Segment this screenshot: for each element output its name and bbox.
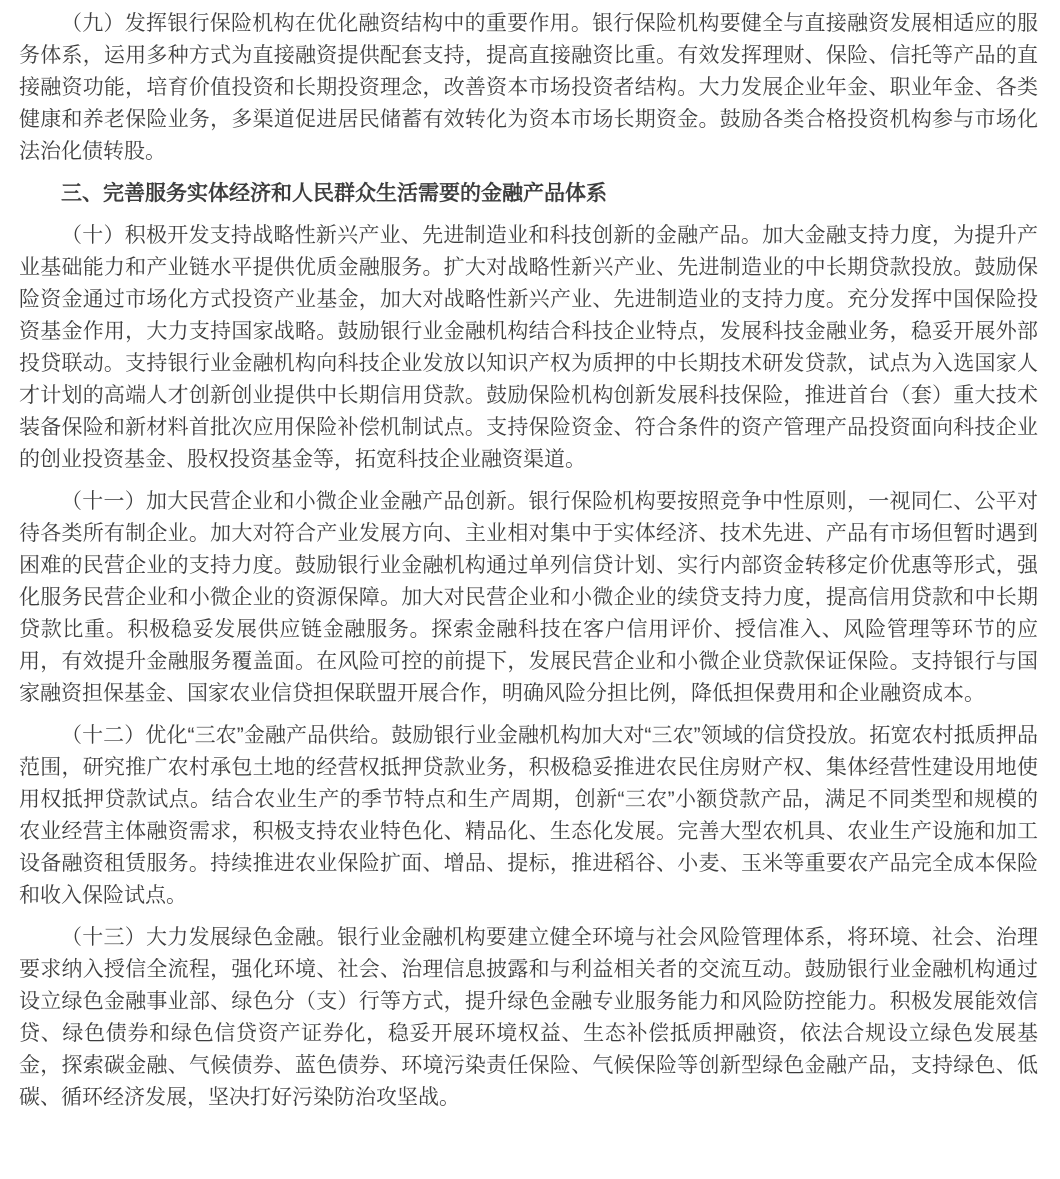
paragraph-item-12: （十二）优化“三农”金融产品供给。鼓励银行业金融机构加大对“三农”领域的信贷投放。拓宽农村抵质押品范围，研究推广农村承包土地的经营权抵押贷款业务，积极稳妥推进农民住房财产权、集体经营性建设用地使用权抵押贷款试点。结合农业生产的季节特点和生产周期，创新“三农”小额贷款产品，满足不同类型和规模的农业经营主体融资需求，积极支持农业特色化、精品化、生态化发展。完善大型农机具、农业生产设施和加工设备融资租赁服务。持续推进农业保险扩面、增品、提标，推进稻谷、小麦、玉米等重要农产品完全成本保险和收入保险试点。: [19, 724, 1038, 907]
paragraph-item-13: （十三）大力发展绿色金融。银行业金融机构要建立健全环境与社会风险管理体系，将环境、社会、治理要求纳入授信全流程，强化环境、社会、治理信息披露和与利益相关者的交流互动。鼓励银行业金融机构通过设立绿色金融事业部、绿色分（支）行等方式，提升绿色金融专业服务能力和风险防控能力。积极发展能效信贷、绿色债券和绿色信贷资产证券化，稳妥开展环境权益、生态补偿抵质押融资，依法合规设立绿色发展基金，探索碳金融、气候债券、蓝色债券、环境污染责任保险、气候保险等创新型绿色金融产品，支持绿色、低碳、循环经济发展，坚决打好污染防治攻坚战。: [19, 926, 1038, 1109]
section-heading-3: 三、完善服务实体经济和人民群众生活需要的金融产品体系: [61, 182, 607, 205]
paragraph-item-10: （十）积极开发支持战略性新兴产业、先进制造业和科技创新的金融产品。加大金融支持力度，为提升产业基础能力和产业链水平提供优质金融服务。扩大对战略性新兴产业、先进制造业的中长期贷款投放。鼓励保险资金通过市场化方式投资产业基金，加大对战略性新兴产业、先进制造业的支持力度。充分发挥中国保险投资基金作用，大力支持国家战略。鼓励银行业金融机构结合科技企业特点，发展科技金融业务，稳妥开展外部投贷联动。支持银行业金融机构向科技企业发放以知识产权为质押的中长期技术研发贷款，试点为入选国家人才计划的高端人才创新创业提供中长期信用贷款。鼓励保险机构创新发展科技保险，推进首台（套）重大技术装备保险和新材料首批次应用保险补偿机制试点。支持保险资金、符合条件的资产管理产品投资面向科技企业的创业投资基金、股权投资基金等，拓宽科技企业融资渠道。: [19, 224, 1038, 471]
paragraph-item-9: （九）发挥银行保险机构在优化融资结构中的重要作用。银行保险机构要健全与直接融资发展相适应的服务体系，运用多种方式为直接融资提供配套支持，提高直接融资比重。有效发挥理财、保险、信托等产品的直接融资功能，培育价值投资和长期投资理念，改善资本市场投资者结构。大力发展企业年金、职业年金、各类健康和养老保险业务，多渠道促进居民储蓄有效转化为资本市场长期资金。鼓励各类合格投资机构参与市场化法治化债转股。: [19, 12, 1038, 163]
paragraph-item-11: （十一）加大民营企业和小微企业金融产品创新。银行保险机构要按照竞争中性原则，一视同仁、公平对待各类所有制企业。加大对符合产业发展方向、主业相对集中于实体经济、技术先进、产品有市场但暂时遇到困难的民营企业的支持力度。鼓励银行业金融机构通过单列信贷计划、实行内部资金转移定价优惠等形式，强化服务民营企业和小微企业的资源保障。加大对民营企业和小微企业的续贷支持力度，提高信用贷款和中长期贷款比重。积极稳妥发展供应链金融服务。探索金融科技在客户信用评价、授信准入、风险管理等环节的应用，有效提升金融服务覆盖面。在风险可控的前提下，发展民营企业和小微企业贷款保证保险。支持银行与国家融资担保基金、国家农业信贷担保联盟开展合作，明确风险分担比例，降低担保费用和企业融资成本。: [19, 490, 1038, 705]
